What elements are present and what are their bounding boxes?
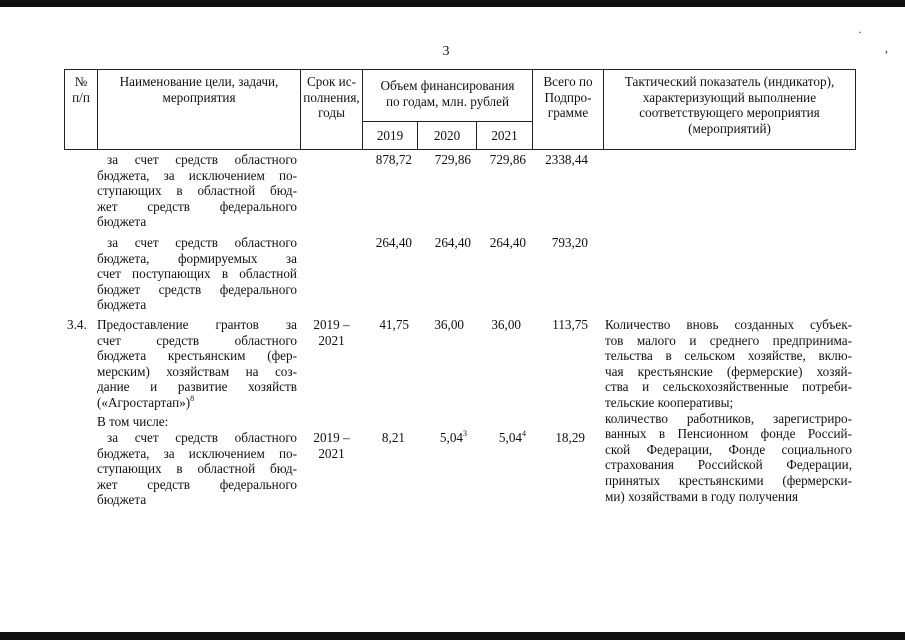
row-intro: В том числе: [97,414,169,429]
row-name: за счет средств областного бюджета, формируемых за счет поступающих в областной бюджет средств федерального бюджета [97,235,297,313]
row-name: за счет средств областного бюджета, за исключением по- ступающих в областной бюд- жет средств федерального бюджета [97,430,297,508]
value-2019: 878,72 [375,152,412,167]
scan-speck: , [885,41,888,55]
header-year-2019: 2019 [376,128,404,143]
scan-bottom-edge [0,632,905,640]
value-2019: 264,40 [375,235,412,250]
value-total: 2338,44 [545,152,588,167]
years-divider-rule [362,121,532,122]
value-2021: 36,00 [491,317,521,332]
value-total: 793,20 [551,235,588,250]
value-2019: 8,21 [381,430,405,445]
value-2020: 264,40 [434,235,471,250]
header-bottom-rule [64,149,855,150]
row-number: 3.4. [67,317,87,332]
row-name: за счет средств областного бюджета, за исключением по- ступающих в областной бюд- жет средств федерального бюджета [97,152,297,230]
page-number: 3 [442,44,450,59]
scan-speck: · [858,25,862,39]
header-year-2021: 2021 [491,128,518,143]
row-indicator: Количество вновь созданных субъек- тов малого и среднего предпринима- тельства в сельском хозяйстве, вклю- чая крестьянские (фермерские) хозяй- ства и сельскохозяйственные потреби- тельские кооперативы; количество работников, зарегистриро- ванных в Пенсионном фонде Россий- ской Федерации, Фонде социального страхования Российской Федерации, принятых крестьянскими (фермерски- ми) хозяйствами в году получения [605,317,852,504]
header-num: № п/п [72,74,90,105]
header-term: Срок ис- полнения, годы [303,74,360,121]
value-total: 18,29 [555,430,585,445]
value-2021: 5,04$^4$ [498,429,526,445]
value-2021: 729,86 [489,152,526,167]
header-indicator: Тактический показатель (индикатор), характеризующий выполнение соответствующего мероприятия (мероприятий) [624,74,835,136]
table-top-rule [64,69,855,70]
value-2020: 729,86 [434,152,471,167]
row-term: 2019 – 2021 [313,430,350,461]
header-funding: Объем финансирования по годам, млн. рублей [380,78,515,109]
header-total: Всего по Подпро- грамме [543,74,593,121]
header-name: Наименование цели, задачи, мероприятия [119,74,279,105]
row-name: Предоставление грантов за счет средств областного бюджета крестьянским (фер- мерским) хозяйствам на соз- дание и развитие хозяйств («Агростартап»)$^8$ [97,317,297,410]
value-2019: 41,75 [379,317,409,332]
value-2020: 5,04$^3$ [439,429,467,445]
header-year-2020: 2020 [433,128,461,143]
value-2020: 36,00 [434,317,464,332]
value-total: 113,75 [552,317,588,332]
value-2021: 264,40 [489,235,526,250]
scan-top-edge [0,0,905,7]
col-border [855,69,856,150]
row-term: 2019 – 2021 [313,317,350,348]
